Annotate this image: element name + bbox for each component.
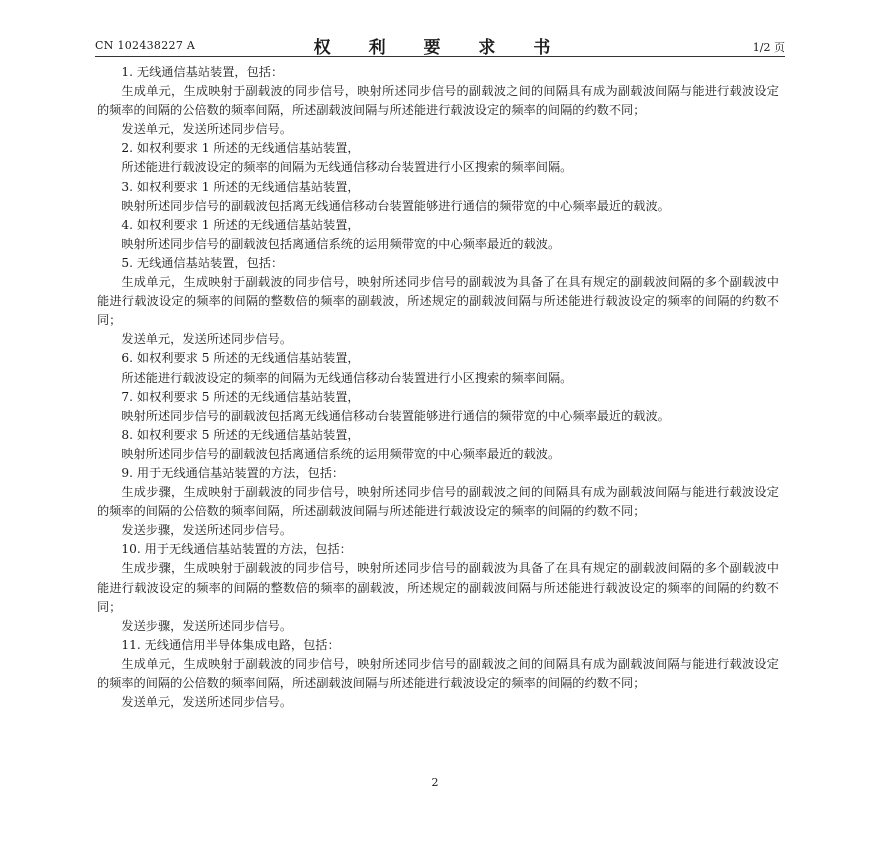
claims-body xyxy=(97,63,779,712)
claim-paragraph: 3. 如权利要求 1 所述的无线通信基站装置， xyxy=(121,179,360,194)
claim-paragraph: 生成单元，生成映射于副载波的同步信号，映射所述同步信号的副载波之间的间隔具有成为副载波间隔与能进行载波设定的频率的间隔的公倍数的频率间隔，所述副载波间隔与所述能进行载波设定的频率的间隔的约数不同； xyxy=(97,656,779,690)
claim-paragraph: 发送步骤，发送所述同步信号。 xyxy=(121,618,293,633)
claim-paragraph: 10. 用于无线通信基站装置的方法，包括： xyxy=(121,542,352,557)
claim-paragraph: 2. 如权利要求 1 所述的无线通信基站装置， xyxy=(121,141,360,156)
claim-paragraph: 6. 如权利要求 5 所述的无线通信基站装置， xyxy=(121,351,360,366)
claim-paragraph: 4. 如权利要求 1 所述的无线通信基站装置， xyxy=(121,217,360,232)
claim-paragraph: 生成单元，生成映射于副载波的同步信号，映射所述同步信号的副载波为具备了在具有规定的副载波间隔的多个副载波中能进行载波设定的频率的间隔的整数倍的频率的副载波，所述规定的副载波间隔与所述能进行载波设定的频率的间隔的约数不同； xyxy=(97,275,779,328)
claim-paragraph: 映射所述同步信号的副载波包括离无线通信移动台装置能够进行通信的频带宽的中心频率最近的载波。 xyxy=(121,408,670,423)
document-title: 权 利 要 求 书 xyxy=(313,38,567,58)
claim-paragraph: 1. 无线通信基站装置，包括： xyxy=(121,65,284,79)
claim-paragraph: 9. 用于无线通信基站装置的方法，包括： xyxy=(121,465,345,480)
claim-paragraph: 映射所述同步信号的副载波包括离无线通信移动台装置能够进行通信的频带宽的中心频率最近的载波。 xyxy=(121,198,670,213)
page-number: 2 xyxy=(431,776,439,789)
claim-paragraph: 生成步骤，生成映射于副载波的同步信号，映射所述同步信号的副载波为具备了在具有规定的副载波间隔的多个副载波中能进行载波设定的频率的间隔的整数倍的频率的副载波，所述规定的副载波间隔与所述能进行载波设定的频率的间隔的约数不同； xyxy=(97,561,779,614)
claim-paragraph: 5. 无线通信基站装置，包括： xyxy=(121,255,284,270)
claim-paragraph: 7. 如权利要求 5 所述的无线通信基站装置， xyxy=(121,389,360,404)
claim-paragraph: 所述能进行载波设定的频率的间隔为无线通信移动台装置进行小区搜索的频率间隔。 xyxy=(121,370,573,385)
claim-paragraph: 所述能进行载波设定的频率的间隔为无线通信移动台装置进行小区搜索的频率间隔。 xyxy=(121,160,573,175)
patent-number: CN 102438227 A xyxy=(95,39,196,52)
claim-paragraph: 发送单元，发送所述同步信号。 xyxy=(121,332,293,347)
page-header xyxy=(95,32,785,56)
claim-paragraph: 生成步骤，生成映射于副载波的同步信号，映射所述同步信号的副载波之间的间隔具有成为副载波间隔与能进行载波设定的频率的间隔的公倍数的频率间隔，所述副载波间隔与所述能进行载波设定的频率的间隔的约数不同； xyxy=(97,485,779,519)
claim-paragraph: 发送步骤，发送所述同步信号。 xyxy=(121,523,293,538)
page-indicator: 1/2 页 xyxy=(752,41,785,54)
header-rule xyxy=(95,56,785,57)
claim-paragraph: 映射所述同步信号的副载波包括离通信系统的运用频带宽的中心频率最近的载波。 xyxy=(121,236,561,251)
claim-paragraph: 11. 无线通信用半导体集成电路，包括： xyxy=(121,637,340,652)
claim-paragraph: 映射所述同步信号的副载波包括离通信系统的运用频带宽的中心频率最近的载波。 xyxy=(121,446,561,461)
claim-paragraph: 8. 如权利要求 5 所述的无线通信基站装置， xyxy=(121,427,360,442)
claim-paragraph: 发送单元，发送所述同步信号。 xyxy=(121,695,293,710)
claim-paragraph: 发送单元，发送所述同步信号。 xyxy=(121,122,293,137)
claim-paragraph: 生成单元，生成映射于副载波的同步信号，映射所述同步信号的副载波之间的间隔具有成为副载波间隔与能进行载波设定的频率的间隔的公倍数的频率间隔，所述副载波间隔与所述能进行载波设定的频率的间隔的约数不同； xyxy=(97,84,779,118)
